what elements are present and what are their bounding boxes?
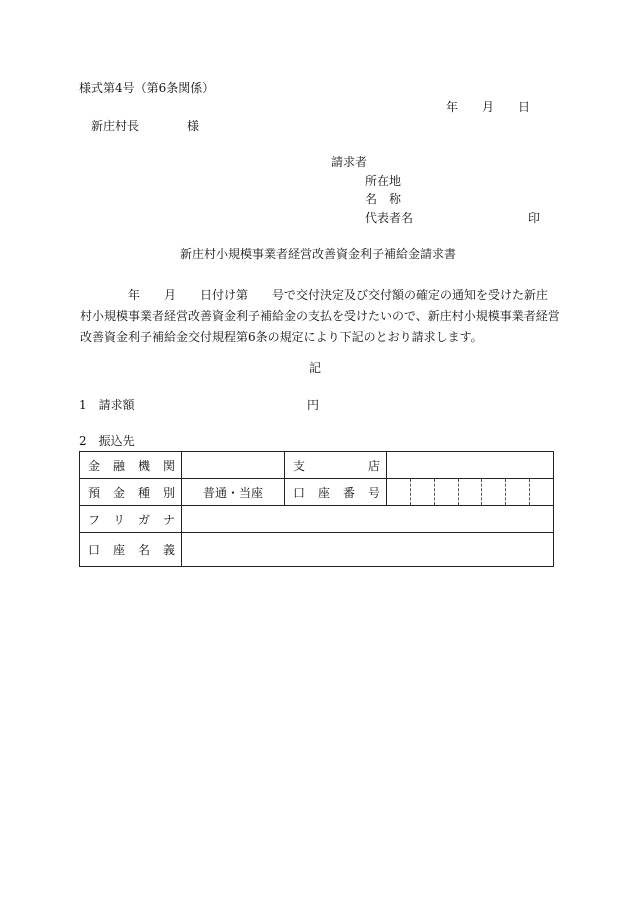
addressee: 新庄村長 様 xyxy=(91,119,200,133)
table-row xyxy=(80,452,554,479)
item2-label: 2 振込先 xyxy=(79,434,135,448)
branch-field[interactable] xyxy=(387,452,554,479)
table-row xyxy=(80,479,554,506)
item1-label: 1 請求額 xyxy=(79,398,135,412)
date-line: 年 月 日 xyxy=(446,100,531,114)
body-line: 村小規模事業者経営改善資金利子補給金の支払を受けたいので、新庄村小規模事業者経営 xyxy=(80,309,560,323)
body-line: 改善資金利子補給金交付規程第6条の規定により下記のとおり請求します。 xyxy=(80,330,483,344)
representative-label: 代表者名 xyxy=(365,211,414,225)
name-label: 名 称 xyxy=(365,192,402,206)
account-type-label-cell: 預 金 種 別 xyxy=(80,479,182,506)
seal-mark: 印 xyxy=(528,211,541,225)
address-label: 所在地 xyxy=(365,174,402,188)
account-name-field[interactable] xyxy=(182,533,554,567)
account-number-field[interactable] xyxy=(387,479,554,506)
account-name-label-cell: 口 座 名 義 xyxy=(80,533,182,567)
item1-unit: 円 xyxy=(307,398,320,412)
bank-table xyxy=(79,451,554,567)
digit-box[interactable] xyxy=(410,479,434,505)
body-line: 年 月 日付け第 号で交付決定及び交付額の確定の通知を受けた新庄 xyxy=(80,288,549,302)
branch-label-cell: 支 店 xyxy=(285,452,387,479)
bank-name-label-cell: 金 融 機 関 xyxy=(80,452,182,479)
body-text xyxy=(80,285,560,348)
furigana-label-cell: フ リ ガ ナ xyxy=(80,506,182,533)
document-title: 新庄村小規模事業者経営改善資金利子補給金請求書 xyxy=(180,247,457,261)
digit-box[interactable] xyxy=(529,479,553,505)
ki-heading: 記 xyxy=(309,361,322,375)
account-number-label-cell: 口 座 番 号 xyxy=(285,479,387,506)
digit-box[interactable] xyxy=(505,479,529,505)
table-row xyxy=(80,506,554,533)
table-row xyxy=(80,533,554,567)
form-number: 様式第4号（第6条関係） xyxy=(79,81,215,95)
digit-box[interactable] xyxy=(387,479,410,505)
furigana-field[interactable] xyxy=(182,506,554,533)
account-type-value[interactable]: 普通・当座 xyxy=(182,479,285,506)
bank-name-field[interactable] xyxy=(182,452,285,479)
requester-heading: 請求者 xyxy=(331,155,368,169)
digit-box[interactable] xyxy=(458,479,482,505)
digit-box[interactable] xyxy=(434,479,458,505)
digit-box[interactable] xyxy=(481,479,505,505)
